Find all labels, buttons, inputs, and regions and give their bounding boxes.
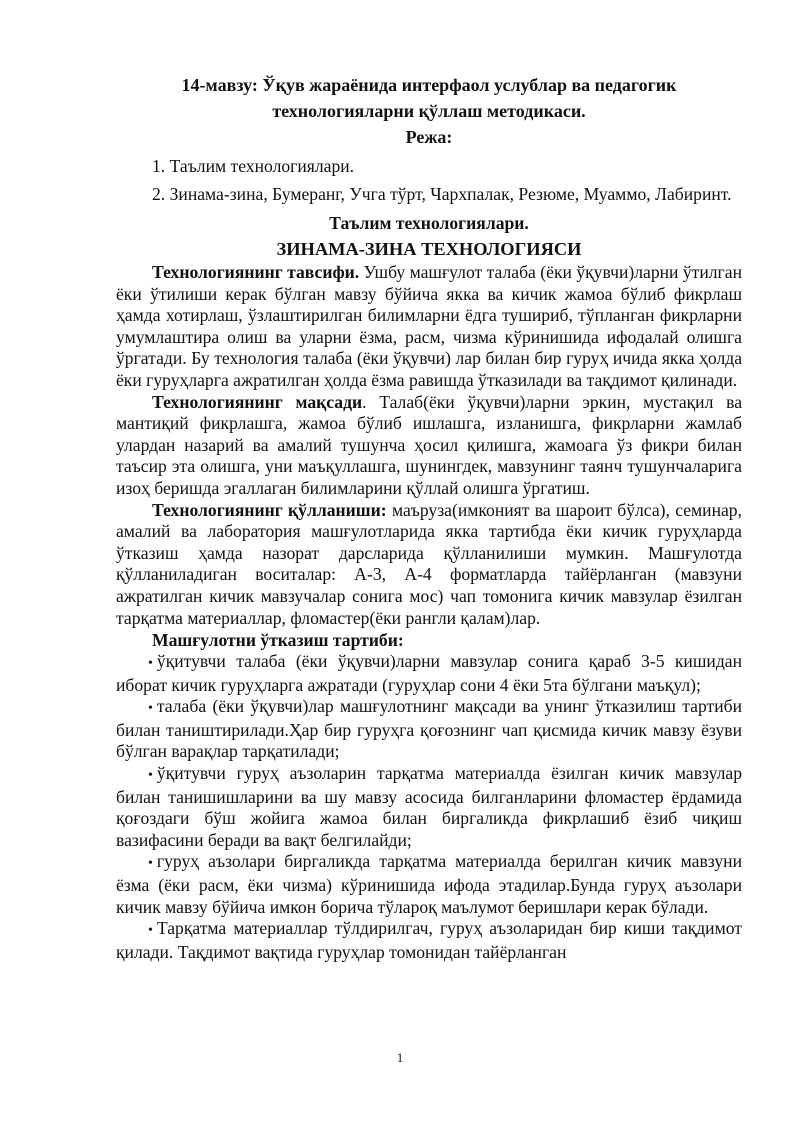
bullet-icon: • [148,656,153,672]
procedure-item: • ўқитувчи гуруҳ аъзоларин тарқатма материалда ёзилган кичик мавзулар билан танишишларини ва шу мавзу асосида билганларини фломастер ёрдамида қоғоздаги бўш жойига жамоа билан биргаликда фикрлашиб ёзиб чиқиш вазифасини беради ва вақт белгилайди; [116,763,742,850]
bullet-icon: • [148,856,153,872]
procedure-item: • гуруҳ аъзолари биргаликда тарқатма материалда берилган кичик мавзуни ёзма (ёки расм, ёки чизма) кўринишида ифода этадилар.Бунда гуруҳ аъзолари кичик мавзу бўйича имкон борича тўлароқ маълумот беришлари керак бўлади. [116,851,742,917]
bullet-icon: • [148,701,153,717]
usage-text: маъруза(имконият ва шароит бўлса), семинар, амалий ва лаборатория машғулотларида якка тартибда ёки кичик гуруҳларда ўтказиш ҳамда назорат дарсларида қўлланилиши мумкин. Машғулотда қўлланиладиган воситалар: А-3, А-4 форматларда тайёрланган (мавзуни ажратилган кичик мавзучалар сонига мос) чап томонига кичик мавзулар ёзилган тарқатма материаллар, фломастер(ёки рангли қалам)лар. [116,499,742,628]
description-label: Технологиянинг тавсифи. [152,262,360,282]
plan-item-1: 1. Таълим технологиялари. [152,156,355,176]
subsection-heading: ЗИНАМА-ЗИНА ТЕХНОЛОГИЯСИ [276,239,582,259]
plan-item-2: 2. Зинама-зина, Бумеранг, Учга тўрт, Чархпалак, Резюме, Муаммо, Лабиринт. [152,184,732,204]
usage-label: Технологиянинг қўлланиши: [152,499,387,520]
procedure-item: • талаба (ёки ўқувчи)лар машғулотнинг мақсади ва унинг ўтказилиш тартиби билан таништирилади.Ҳар бир гуруҳга қоғознинг чап қисмида кичик мавзу ёзуви бўлган варақлар тарқатилади; [116,696,742,762]
goal-text: . Талаб(ёки ўқувчи)ларни эркин, мустақил ва мантиқий фикрлашга, жамоа бўлиб ишлашга, изланишга, фикрларни жамлаб улардан назарий ва амалий тушунча ҳосил қилишга, жамоага ўз фикри билан таъсир эта олишга, уни маъқуллашга, шунингдек, мавзунинг таянч тушунчаларига изоҳ беришда эгаллаган билимларини қўллай олишга ўргатиш. [116,391,743,498]
description-text: Ушбу машғулот талаба (ёки ўқувчи)ларни ўтилган ёки ўтилиши керак бўлган мавзу бўйича якка ва кичик жамоа бўлиб фикрлаш ҳамда хотирлаш, ўзлаштирилган билимларни ёдга тушириб, тўпланган фикрларни умумлаштира олиш ва уларни ёзма, расм, чизма кўринишида ифодалай олишга ўргатади. Бу технология талаба (ёки ўқувчи) лар билан бир гуруҳ ичида якка ҳолда ёки гуруҳларга ажратилган ҳолда ёзма равишда ўтказилади ва тақдимот қилинади. [116,262,743,390]
page-number: 1 [396,1050,404,1065]
plan-list [116,154,742,207]
bullet-icon: • [148,768,153,784]
description-paragraph [116,262,742,392]
plan-heading: Режа: [405,127,453,147]
document-page [116,72,742,963]
procedure-heading: Машғулотни ўтказиш тартиби: [152,630,404,651]
goal-paragraph [116,392,742,500]
bullet-icon: • [148,923,153,939]
procedure-item: • ўқитувчи талаба (ёки ўқувчи)ларни мавзулар сонига қараб 3-5 кишидан иборат кичик гуруҳларга ажратади (гуруҳлар сони 4 ёки 5та бўлгани маъқул); [116,651,742,695]
goal-label: Технологиянинг мақсади [152,391,363,412]
procedure-item: • Тарқатма материаллар тўлдирилгач, гуруҳ аъзоларидан бир киши тақдимот қилади. Тақдимот вақтида гуруҳлар томонидан тайёрланган [116,918,742,962]
section-heading: Таълим технологиялари. [329,213,529,233]
page-title-line-1: 14-мавзу: Ўқув жараёнида интерфаол услублар ва педагогик [181,75,677,95]
page-title-line-2: технологияларни қўллаш методикаси. [272,101,586,121]
usage-paragraph [116,500,742,630]
